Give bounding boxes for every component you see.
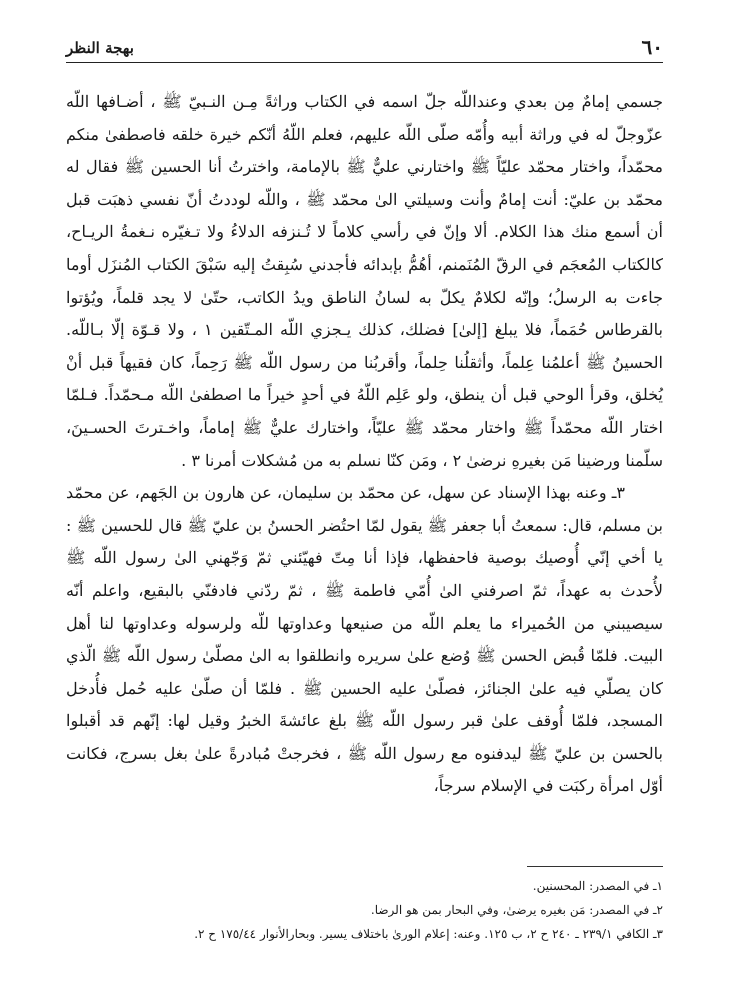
paragraph-2: ٣ـ وعنه بهذا الإسناد عن سهل، عن محمّد بن سليمان، عن هارون بن الجَهم، عن محمّد بن مسلم، قال: سمعتُ أبا جعفر ﷺ يقول لمّا احتُضر الحسنُ بن عليّ ﷺ قال للحسين ﷺ : يا أخي إنّي أُوصيك بوصية فاحفظها، فإذا أنا مِتّ فهيّئني ثمّ وَجّهني الىٰ رسول اللّه ﷺ لأُحدث به عهداً، ثمّ اصرفني الىٰ أُمّي فاطمة ﷺ ، ثمّ ردّني فادفنّي بالبقيع، واعلم أنّه سيصيبني من الحُميراء ما يعلم اللّه من صنيعها وعداوتها للّه ولرسوله وعداوتها لنا أهل البيت. فلمّا قُبض الحسن ﷺ وُضع علىٰ سريره وانطلقوا به الىٰ مصلّىٰ رسول اللّه ﷺ الّذي كان يصلّي فيه علىٰ الجنائز، فصلّىٰ عليه الحسين ﷺ . فلمّا أن صلّىٰ عليه حُمل فأُدخل المسجد، فلمّا أُوقف علىٰ قبر رسول اللّه ﷺ بلغ عائشةَ الخبرُ وقيل لها: إنّهم قد أقبلوا بالحسن بن عليّ ﷺ ليدفنوه مع رسول اللّه ﷺ ، فخرجتْ مُبادرةً علىٰ بغل بسرج، فكانت أوّل امرأة ركبَت في الإسلام سرجاً، — [66, 483, 664, 796]
footnote-3: ٣ـ الكافي ٢٣٩/١ ـ ٢٤٠ ح ٢، ب ١٢٥. وعنه: إعلام الورىٰ باختلاف يسير. وبحارالأنوار ١٧٥/٤٤ ح ٢. — [194, 927, 663, 941]
page-number: ٦٠ — [641, 35, 663, 59]
footnote-2: ٢ـ في المصدر: مَن بغيره يرضىٰ، وفي البحار بمن هو الرضا. — [370, 903, 663, 917]
header-divider — [66, 62, 663, 63]
footnote-1: ١ـ في المصدر: المحسنين. — [532, 879, 663, 893]
footnote-divider — [527, 866, 663, 867]
page-header — [66, 36, 663, 58]
footnotes — [66, 874, 663, 946]
running-title: بهجة النظر — [66, 39, 134, 57]
paragraph-1: جسمي إمامٌ مِن بعدي وعنداللّه جلّ اسمه في الكتاب وراثةً مِـن النـبيّ ﷺ ، أضـافها اللّه عزّوجلّ له في وراثة أبيه وأُمّه صلّى اللّه عليهم، فعلم اللّهُ أنّكم خيرة خلقه فاصطفىٰ منكم محمّداً، واختار محمّد عليّاً ﷺ واختارني عليٌّ ﷺ بالإمامة، واخترتُ أنا الحسين ﷺ فقال له محمّد بن عليّ: أنت إمامٌ وأنت وسيلتي الىٰ محمّد ﷺ ، واللّه لوددتُ أنّ نفسي ذهبَت قبل أن أسمع منك هذا الكلام. ألا وإنّ في رأسي كلاماً لا تُـنزفه الدلاءُ ولا تـغيّره نـغمةُ الريـاح، كالكتاب المُعجَم في الرقّ المُنَمنم، أهُمُّ بإبدائه فأجدني سُبِقتُ إليه سَبْقَ الكتاب المُنزَل أوما جاءت به الرسلُ؛ وإنّه لكلامٌ يكلّ به لسانُ الناطق ويدُ الكاتب، حتّىٰ لا يجد قلماً، ويُؤتوا بالقرطاس حُمَماً، فلا يبلغ [إلىٰ] فضلك، كذلك يـجزي اللّه المـتّقين ١ ، ولا قـوّة إلّا بـاللّه. الحسينُ ﷺ أعلمُنا عِلماً، وأثقلُنا حِلماً، وأقربُنا من رسول اللّه ﷺ رَحِماً، كان فقيهاً قبل أنْ يُخلق، وقرأ الوحي قبل أن ينطق، ولو عَلِم اللّهُ في أحدٍ خيراً ما اصطفىٰ اللّه مـحمّداً. فـلمّا اختار اللّه محمّداً ﷺ واختار محمّد ﷺ عليّاً، واختارك عليٌّ ﷺ إماماً، واخـترتَ الحسـينَ، سلّمنا ورضينا مَن بغيرهِ نرضىٰ ٢ ، ومَن كنّا نسلم به من مُشكلات أمرنا ٣ . — [66, 92, 664, 470]
main-text — [66, 86, 663, 803]
